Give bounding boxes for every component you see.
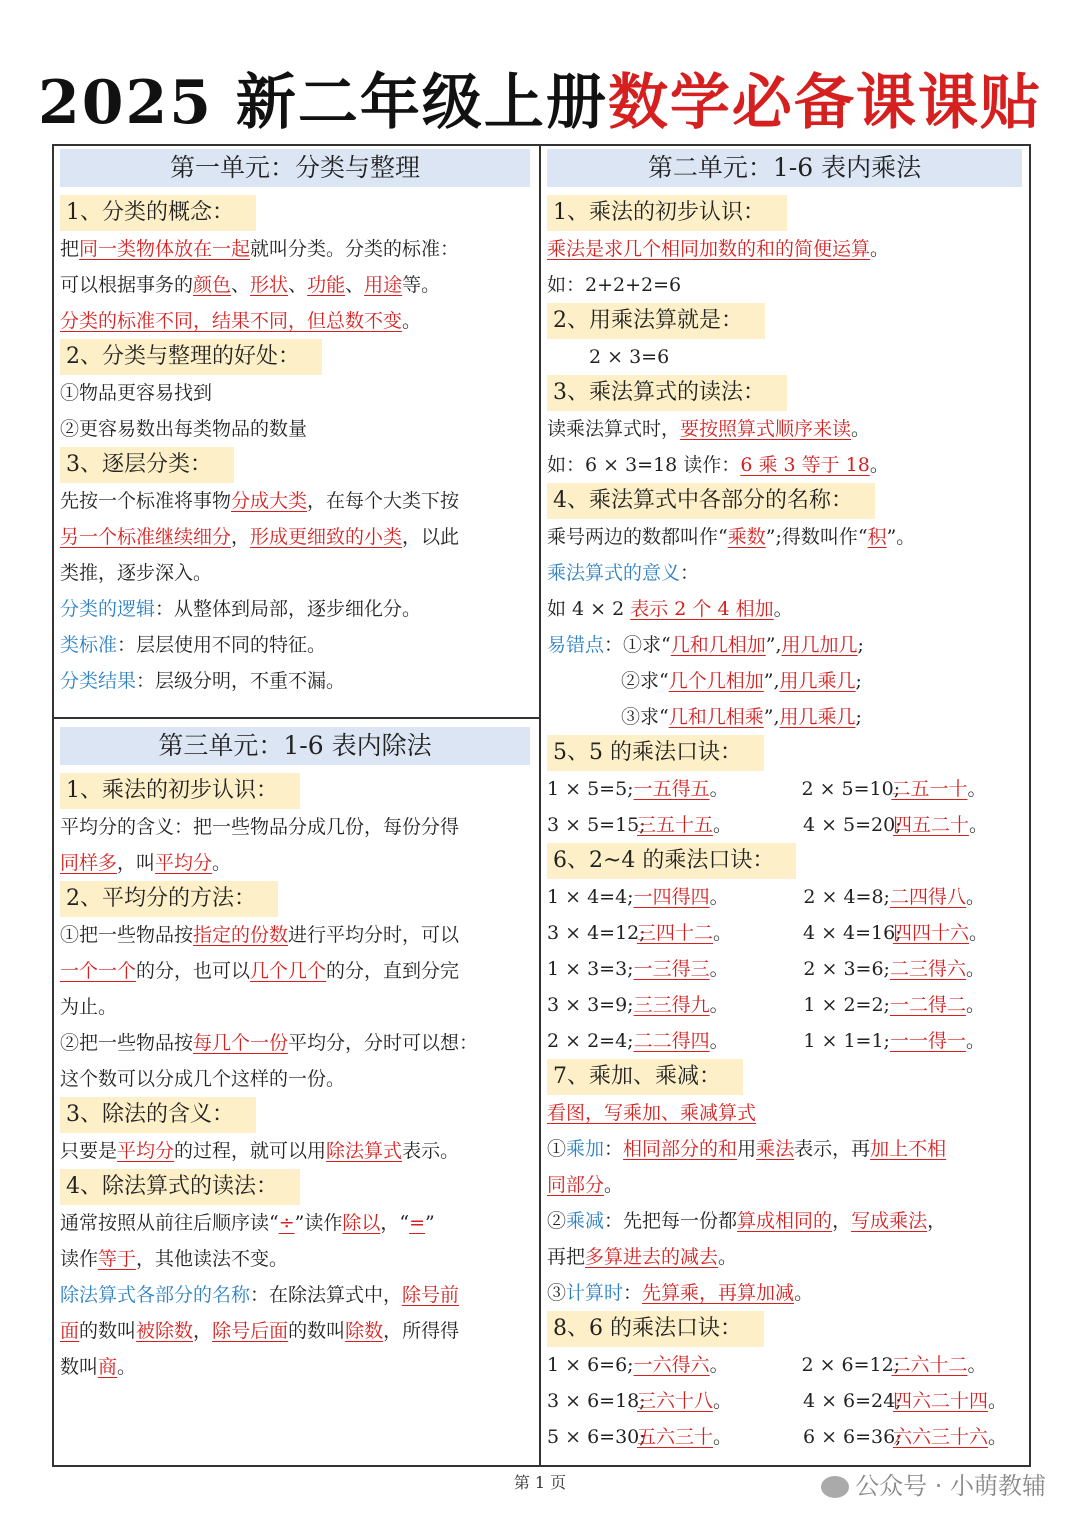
kj-rhyme	[634, 1347, 802, 1383]
kj-row	[547, 807, 1022, 843]
kj-rhyme-text: 三六十八	[637, 1390, 714, 1412]
kj-equation: 3 × 6=18;	[547, 1390, 646, 1412]
unit3-p12: 面的数叫被除数，除号后面的数叫除数，所得得	[60, 1320, 460, 1342]
unit2-p5: 如：6 × 3=18 读作：6 乘 3 等于 18。	[547, 454, 889, 476]
unit3-sec2: 2、平均分的方法：	[60, 881, 278, 917]
page-footer: 第 1 页	[513, 1473, 567, 1492]
kj-rhyme	[893, 1383, 1022, 1419]
kj-rhyme	[637, 1419, 803, 1455]
kj-rhyme	[634, 771, 802, 807]
unit2-sec4: 4、乘法算式中各部分的名称：	[547, 483, 875, 519]
unit2-p16: 再把多算进去的减去。	[547, 1246, 738, 1268]
kj-equation: 2 × 4=8;	[803, 886, 890, 908]
kj-rhyme	[893, 807, 1022, 843]
unit3-p11: 除法算式各部分的名称：在除法算式中，除号前	[60, 1284, 460, 1306]
kj-rhyme-text: 三五十五	[637, 814, 714, 836]
unit2-p14: 同部分。	[547, 1174, 624, 1196]
unit2-p8: 如 4 × 2 表示 2 个 4 相加。	[547, 598, 793, 620]
title-red: 数学必备课课贴	[607, 68, 1042, 138]
kj-equation: 1 × 4=4;	[547, 886, 634, 908]
kj-row	[547, 951, 1022, 987]
kj24-table	[547, 879, 1022, 1059]
unit2-sec6: 6、2~4 的乘法口诀：	[547, 843, 796, 879]
unit2-sec5: 5、5 的乘法口诀：	[547, 735, 764, 771]
kj-row	[547, 879, 1022, 915]
kj-rhyme	[893, 915, 1022, 951]
title-black: 2025 新二年级上册	[38, 68, 608, 138]
unit3-p5: 为止。	[60, 996, 118, 1018]
kj-equation: 1 × 2=2;	[803, 994, 890, 1016]
unit1-p3: 分类的标准不同，结果不同，但总数不变。	[60, 310, 422, 332]
kj-equation: 4 × 5=20;	[802, 814, 902, 836]
kj-equation: 3 × 3=9;	[547, 994, 634, 1016]
kj-equation: 3 × 4=12;	[547, 922, 646, 944]
kj-period: 。	[967, 778, 987, 800]
kj-rhyme	[891, 771, 1022, 807]
watermark-text: 公众号 · 小萌教辅	[855, 1472, 1046, 1500]
unit1-p5: ②更容易数出每类物品的数量	[60, 418, 308, 440]
kj-rhyme-text: 一二得二	[889, 994, 966, 1016]
kj-period: 。	[965, 994, 985, 1016]
kj-period: 。	[713, 1426, 733, 1448]
unit3-p8: 只要是平均分的过程，就可以用除法算式表示。	[60, 1140, 460, 1162]
unit3-p2: 同样多，叫平均分。	[60, 852, 232, 874]
kj-rhyme-text: 四五二十	[892, 814, 969, 836]
unit3-p1: 平均分的含义：把一些物品分成几份，每份分得	[60, 816, 460, 838]
kj-period: 。	[987, 1426, 1007, 1448]
watermark	[821, 1466, 1046, 1501]
unit2-sec7: 7、乘加、乘减：	[547, 1059, 743, 1095]
kj-equation: 2 × 5=10;	[801, 778, 901, 800]
kj-row	[547, 1023, 1022, 1059]
unit2-block	[547, 149, 1022, 1455]
kj-rhyme-text: 三三得九	[633, 994, 710, 1016]
kj6-table	[547, 1347, 1022, 1455]
kj-row	[547, 915, 1022, 951]
unit3-sec1: 1、乘法的初步认识：	[60, 773, 300, 809]
unit2-p2: 如：2+2+2=6	[547, 274, 682, 296]
kj-rhyme-text: 四六二十四	[892, 1390, 988, 1412]
unit2-p4: 读乘法算式时，要按照算式顺序来读。	[547, 418, 871, 440]
unit1-sec1: 1、分类的概念：	[60, 195, 256, 231]
kj-equation: 4 × 4=16;	[802, 922, 902, 944]
unit2-p13: ①乘加：相同部分的和用乘法表示，再加上不相	[547, 1138, 947, 1160]
unit1-p6: 先按一个标准将事物分成大类，在每个大类下按	[60, 490, 460, 512]
kj-equation: 1 × 5=5;	[547, 778, 634, 800]
kj-equation: 5 × 6=30;	[547, 1426, 646, 1448]
unit2-p1: 乘法是求几个相同加数的和的简便运算。	[547, 238, 890, 260]
kj-rhyme	[637, 807, 803, 843]
kj-row	[547, 1383, 1022, 1419]
kj-period: 。	[709, 1030, 729, 1052]
unit3-sec3: 3、除法的含义：	[60, 1097, 256, 1133]
unit3-p9: 通常按照从前往后顺序读“÷”读作除以，“=”	[60, 1212, 435, 1234]
kj-rhyme-text: 一一得一	[889, 1030, 966, 1052]
column-divider	[539, 144, 541, 1467]
kj-rhyme-text: 一三得三	[633, 958, 710, 980]
unit1-p10: 类标准：层层使用不同的特征。	[60, 634, 327, 656]
kj-period: 。	[965, 886, 985, 908]
unit2-p15: ②乘减：先把每一份都算成相同的，写成乘法，	[547, 1210, 947, 1232]
kj-period: 。	[965, 958, 985, 980]
unit2-p6: 乘号两边的数都叫作“乘数”;得数叫作“积”。	[547, 526, 916, 548]
kj-equation: 1 × 1=1;	[803, 1030, 890, 1052]
kj-rhyme	[634, 951, 804, 987]
kj-rhyme	[637, 1383, 803, 1419]
kj-rhyme-text: 一六得六	[633, 1354, 710, 1376]
kj-rhyme-text: 二三得六	[889, 958, 966, 980]
unit3-block	[60, 727, 530, 1385]
kj-rhyme	[890, 879, 1022, 915]
kj-equation: 1 × 3=3;	[547, 958, 634, 980]
unit3-p10: 读作等于，其他读法不变。	[60, 1248, 289, 1270]
unit3-p4: 一个一个的分，也可以几个几个的分，直到分完	[60, 960, 460, 982]
unit3-p7: 这个数可以分成几个这样的一份。	[60, 1068, 346, 1090]
kj-equation: 2 × 2=4;	[547, 1030, 634, 1052]
unit2-p11: ③求“几和几相乘”,用几乘几;	[621, 706, 862, 728]
wechat-icon	[821, 1476, 849, 1498]
kj-rhyme	[890, 1023, 1022, 1059]
kj-rhyme-text: 二六十二	[891, 1354, 968, 1376]
kj-period: 。	[965, 1030, 985, 1052]
kj-equation: 6 × 6=36;	[802, 1426, 902, 1448]
unit2-heading: 第二单元：1-6 表内乘法	[547, 149, 1022, 187]
kj-period: 。	[709, 958, 729, 980]
unit1-p8: 类推，逐步深入。	[60, 562, 213, 584]
kj-row	[547, 987, 1022, 1023]
kj-rhyme	[634, 987, 804, 1023]
unit2-p7: 乘法算式的意义：	[547, 562, 700, 584]
page-title	[0, 55, 1080, 141]
kj-period: 。	[968, 922, 988, 944]
kj-period: 。	[968, 814, 988, 836]
kj-rhyme-text: 二二得四	[633, 1030, 710, 1052]
unit1-p1: 把同一类物体放在一起就叫分类。分类的标准：	[60, 238, 460, 260]
kj-rhyme	[634, 1023, 804, 1059]
unit1-p9: 分类的逻辑：从整体到局部，逐步细化分。	[60, 598, 422, 620]
unit3-p3: ①把一些物品按指定的份数进行平均分时，可以	[60, 924, 460, 946]
kj-period: 。	[709, 994, 729, 1016]
left-row-divider	[52, 717, 540, 719]
unit3-p6: ②把一些物品按每几个一份平均分，分时可以想：	[60, 1032, 479, 1054]
kj-period: 。	[709, 1354, 729, 1376]
unit1-heading: 第一单元：分类与整理	[60, 149, 530, 187]
kj-rhyme-text: 一五得五	[633, 778, 710, 800]
unit3-heading: 第三单元：1-6 表内除法	[60, 727, 530, 765]
kj-rhyme-text: 三四十二	[637, 922, 714, 944]
kj-period: 。	[967, 1354, 987, 1376]
kj-rhyme-text: 二五一十	[891, 778, 968, 800]
kj-period: 。	[709, 886, 729, 908]
unit2-p9: 易错点：①求“几和几相加”,用几加几;	[547, 634, 864, 656]
unit2-sec1: 1、乘法的初步认识：	[547, 195, 787, 231]
kj-rhyme-text: 一四得四	[633, 886, 710, 908]
unit1-sec3: 3、逐层分类：	[60, 447, 234, 483]
kj-equation: 1 × 6=6;	[547, 1354, 634, 1376]
kj-rhyme-text: 五六三十	[637, 1426, 714, 1448]
unit2-p10: ②求“几个几相加”,用几乘几;	[621, 670, 862, 692]
unit1-p2: 可以根据事务的颜色、形状、功能、用途等。	[60, 274, 441, 296]
kj-period: 。	[713, 922, 733, 944]
kj-period: 。	[987, 1390, 1007, 1412]
kj-rhyme	[637, 915, 803, 951]
unit1-sec2: 2、分类与整理的好处：	[60, 339, 322, 375]
unit2-p3: 2 × 3=6	[589, 346, 670, 368]
kj-rhyme	[890, 951, 1022, 987]
kj-equation: 2 × 3=6;	[803, 958, 890, 980]
kj-rhyme	[890, 987, 1022, 1023]
unit1-block	[60, 149, 530, 699]
unit1-p4: ①物品更容易找到	[60, 382, 213, 404]
unit2-sec3: 3、乘法算式的读法：	[547, 375, 787, 411]
kj-equation: 2 × 6=12;	[801, 1354, 901, 1376]
kj-rhyme-text: 六六三十六	[892, 1426, 988, 1448]
unit2-p17: ③计算时：先算乘，再算加减。	[547, 1282, 814, 1304]
kj-rhyme	[893, 1419, 1022, 1455]
kj-period: 。	[713, 814, 733, 836]
kj-row	[547, 771, 1022, 807]
kj-rhyme	[634, 879, 804, 915]
kj-row	[547, 1347, 1022, 1383]
unit3-sec4: 4、除法算式的读法：	[60, 1169, 300, 1205]
unit2-p12: 看图，写乘加、乘减算式	[547, 1102, 757, 1124]
kj-rhyme-text: 二四得八	[889, 886, 966, 908]
kj-period: 。	[709, 778, 729, 800]
kj-equation: 4 × 6=24;	[802, 1390, 902, 1412]
kj-rhyme-text: 四四十六	[892, 922, 969, 944]
kj-rhyme	[891, 1347, 1022, 1383]
kj-period: 。	[713, 1390, 733, 1412]
unit2-sec2: 2、用乘法算就是：	[547, 303, 765, 339]
kj-row	[547, 1419, 1022, 1455]
kj5-table	[547, 771, 1022, 843]
kj-equation: 3 × 5=15;	[547, 814, 646, 836]
unit1-p11: 分类结果：层级分明，不重不漏。	[60, 670, 346, 692]
unit2-sec8: 8、6 的乘法口诀：	[547, 1311, 764, 1347]
unit1-p7: 另一个标准继续细分，形成更细致的小类，以此	[60, 526, 460, 548]
unit3-p13: 数叫商。	[60, 1356, 137, 1378]
